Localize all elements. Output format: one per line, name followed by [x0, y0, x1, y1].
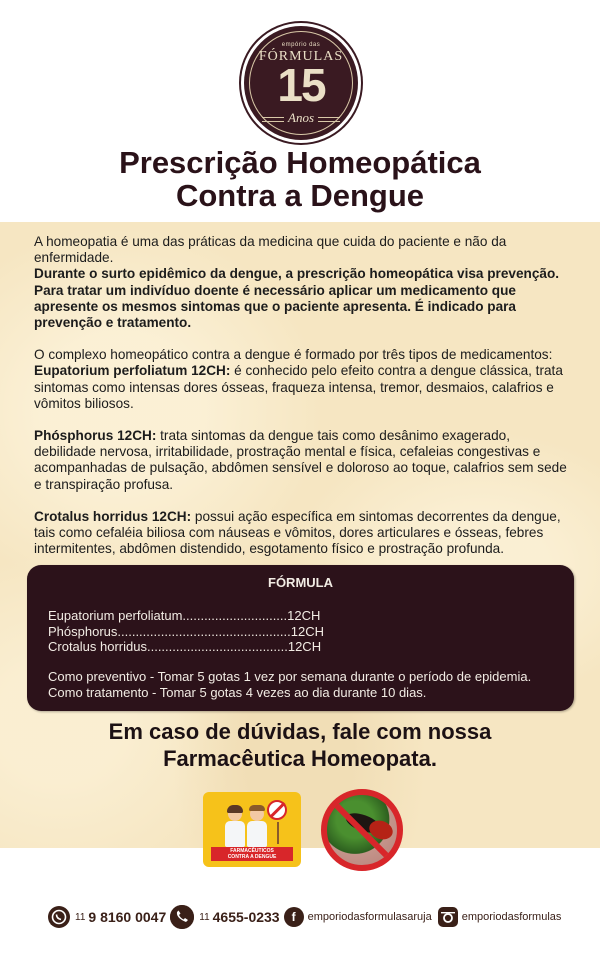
formula-title: FÓRMULA: [268, 575, 333, 590]
medication-description: possui ação específica em sintomas decorrentes da dengue, tais como cefaléia biliosa com náuseas e vômitos, dores articulares e ósseas, febres intermitentes, abdômen distendido, esgotamento físico e prostração profunda.: [34, 508, 561, 557]
instagram-handle[interactable]: emporiodasformulas: [461, 911, 562, 923]
pharmacists-against-dengue-badge: [203, 792, 301, 867]
formula-box: [27, 565, 574, 711]
brand-logo-15-anos: [244, 26, 358, 140]
medication-phosphorus: [34, 428, 574, 493]
page-title: [0, 146, 600, 212]
logo-brand: FÓRMULAS: [258, 49, 344, 64]
instagram-icon: [438, 907, 458, 927]
facebook-handle[interactable]: emporiodasformulasaruja: [307, 911, 432, 923]
cta-line-2: Farmacêutica Homeopata.: [163, 746, 437, 771]
intro-bold-paragraph: Durante o surto epidêmico da dengue, a prescrição homeopática visa prevenção. Para tratar um indivíduo doente é necessário aplicar um medicamento que apresente os mesmos sintomas que o paciente apresenta. É indicado para prevenção e tratamento.: [34, 266, 560, 331]
medication-name: Phósphorus 12CH:: [34, 428, 157, 444]
phone-number[interactable]: 4655-0233: [212, 909, 280, 925]
dosage-treatment: Como tratamento - Tomar 5 gotas 4 vezes ao dia durante 10 dias.: [48, 684, 427, 700]
intro-paragraph: A homeopatia é uma das práticas da medicina que cuida do paciente e não da enfermidade.: [34, 234, 507, 266]
medication-description: é conhecido pelo efeito contra a dengue clássica, trata sintomas como intensas dores ósseas, fraqueza intensa, tremor, desmaios, calafrios e vômitos biliosos.: [34, 363, 563, 411]
article-body: [34, 234, 574, 557]
no-mosquito-icon: [321, 789, 403, 871]
formula-list: [48, 608, 324, 655]
medication-name: Crotalus horridus 12CH:: [34, 508, 192, 524]
whatsapp-number[interactable]: 9 8160 0047: [88, 909, 167, 925]
medication-name: Eupatorium perfoliatum 12CH:: [34, 363, 231, 379]
formula-row: Phósphorus................................................12CH: [48, 623, 324, 639]
whatsapp-area-code: 11: [75, 911, 86, 923]
whatsapp-icon: [48, 906, 70, 928]
facebook-icon: f: [284, 907, 304, 927]
formula-row: Eupatorium perfoliatum.............................12CH: [48, 608, 321, 623]
phone-icon: [170, 905, 194, 929]
logo-decor-bar: [318, 117, 340, 122]
dosage-preventive: Como preventivo - Tomar 5 gotas 1 vez por semana durante o período de epidemia.: [48, 669, 532, 684]
logo-number: 15: [277, 59, 325, 111]
contact-footer: [48, 903, 567, 931]
title-line-1: Prescrição Homeopática: [119, 145, 481, 180]
logo-small-text: empório das: [281, 42, 321, 48]
medication-description: trata sintomas da dengue tais como desânimo exagerado, debilidade nervosa, irritabilidade, prostração mental e física, cefaleias congestivas e acompanhadas de pulsação, abdômen sensível e doloroso ao toque, calafrios sem sede e transpiração profusa.: [34, 428, 567, 492]
logo-anos: Anos: [288, 110, 314, 125]
phone-area-code: 11: [199, 911, 210, 923]
medication-eupatorium: [34, 363, 574, 412]
cta-line-1: Em caso de dúvidas, fale com nossa: [108, 719, 492, 744]
no-mosquito-sign-icon: [267, 800, 287, 820]
complex-lead: O complexo homeopático contra a dengue é formado por três tipos de medicamentos:: [34, 347, 553, 363]
call-to-action: [0, 718, 600, 772]
pharmacist-man-illustration: [247, 807, 267, 847]
pharmacist-woman-illustration: [225, 807, 245, 847]
formula-row: Crotalus horridus.......................................12CH: [48, 639, 322, 654]
formula-dosage: [48, 669, 531, 700]
medication-crotalus: [34, 509, 574, 558]
badge-ribbon: FARMACÊUTICOS CONTRA A DENGUE: [211, 847, 293, 861]
title-line-2: Contra a Dengue: [175, 178, 425, 213]
